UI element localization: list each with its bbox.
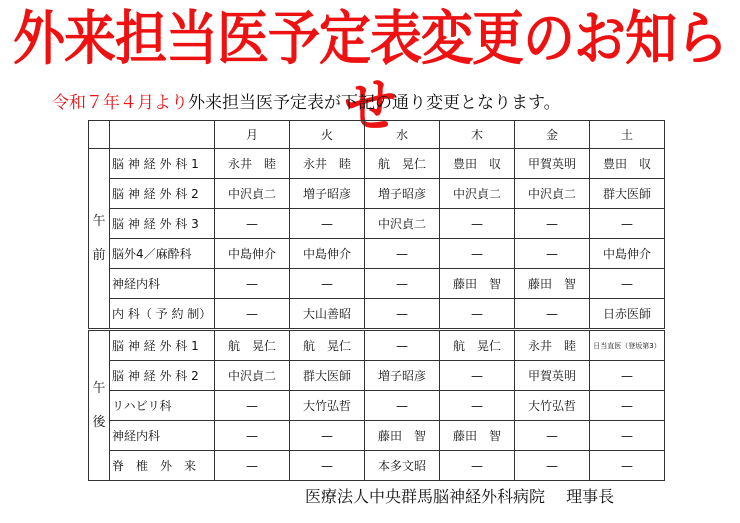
doctor-cell: — (215, 391, 290, 421)
doctor-cell: 増子昭彦 (290, 179, 365, 209)
doctor-cell: — (515, 239, 590, 269)
doctor-cell: — (365, 391, 440, 421)
doctor-cell: — (290, 421, 365, 451)
doctor-cell: — (290, 209, 365, 239)
doctor-cell: 永井 睦 (290, 149, 365, 179)
doctor-cell: 増子昭彦 (365, 361, 440, 391)
doctor-cell: 日当直医（登坂第3） (590, 330, 665, 361)
doctor-cell: — (215, 269, 290, 299)
doctor-cell: 中沢貞二 (440, 179, 515, 209)
doctor-cell: 中沢貞二 (215, 361, 290, 391)
doctor-cell: 甲賀英明 (515, 149, 590, 179)
doctor-cell: 藤田 智 (440, 421, 515, 451)
doctor-cell: — (440, 451, 515, 481)
doctor-cell: — (365, 299, 440, 330)
doctor-cell: 大山善昭 (290, 299, 365, 330)
doctor-cell: 中島伸介 (215, 239, 290, 269)
doctor-cell: — (440, 299, 515, 330)
doctor-cell: — (290, 269, 365, 299)
morning-label (89, 149, 110, 330)
change-notice (52, 92, 561, 114)
afternoon-label (89, 330, 110, 481)
day-header: 土 (590, 121, 665, 149)
doctor-cell: — (215, 451, 290, 481)
doctor-cell: — (590, 391, 665, 421)
doctor-cell: 航 晃仁 (365, 149, 440, 179)
doctor-cell: 甲賀英明 (515, 361, 590, 391)
doctor-cell: 増子昭彦 (365, 179, 440, 209)
afternoon-row (89, 391, 665, 421)
afternoon-label-char: 午 (92, 380, 106, 396)
doctor-cell: 藤田 智 (440, 269, 515, 299)
department-name: 脳外4／麻酔科 (110, 239, 215, 269)
day-header: 月 (215, 121, 290, 149)
doctor-cell: — (215, 421, 290, 451)
doctor-cell: — (590, 209, 665, 239)
afternoon-row (89, 330, 665, 361)
doctor-cell: 藤田 智 (365, 421, 440, 451)
doctor-cell: — (215, 209, 290, 239)
doctor-cell: 中沢貞二 (515, 179, 590, 209)
doctor-cell: 航 晃仁 (290, 330, 365, 361)
morning-row (89, 239, 665, 269)
doctor-cell: 中沢貞二 (365, 209, 440, 239)
morning-row (89, 179, 665, 209)
effective-date: 令和７年４月より (52, 93, 188, 113)
department-name: 脳 神 経 外 科 1 (110, 330, 215, 361)
day-header: 金 (515, 121, 590, 149)
morning-label-char: 午 (92, 213, 106, 229)
doctor-cell: 永井 睦 (515, 330, 590, 361)
doctor-cell: 航 晃仁 (215, 330, 290, 361)
doctor-cell: 本多文昭 (365, 451, 440, 481)
doctor-cell: — (440, 209, 515, 239)
afternoon-label-char: 後 (92, 414, 106, 430)
day-header: 水 (365, 121, 440, 149)
doctor-cell: 航 晃仁 (440, 330, 515, 361)
doctor-cell: 永井 睦 (215, 149, 290, 179)
department-name: 脊 椎 外 来 (110, 451, 215, 481)
doctor-cell: 大竹弘哲 (515, 391, 590, 421)
doctor-cell: — (590, 269, 665, 299)
doctor-cell: — (365, 239, 440, 269)
doctor-cell: — (440, 361, 515, 391)
header-corner (89, 121, 110, 149)
footer-signature: 医療法人中央群馬脳神経外科病院 理事長 (305, 487, 615, 506)
department-name: 脳 神 経 外 科 1 (110, 149, 215, 179)
header-row (89, 121, 665, 149)
afternoon-row (89, 451, 665, 481)
doctor-cell: — (215, 299, 290, 330)
doctor-cell: — (590, 361, 665, 391)
day-header: 火 (290, 121, 365, 149)
doctor-cell: — (590, 451, 665, 481)
doctor-cell: 大竹弘哲 (290, 391, 365, 421)
morning-row (89, 209, 665, 239)
doctor-cell: 豊田 収 (590, 149, 665, 179)
doctor-cell: 日赤医師 (590, 299, 665, 330)
morning-row (89, 299, 665, 330)
doctor-cell: 中島伸介 (290, 239, 365, 269)
doctor-cell: — (515, 421, 590, 451)
doctor-cell: 群大医師 (590, 179, 665, 209)
doctor-cell: 藤田 智 (515, 269, 590, 299)
department-name: 脳 神 経 外 科 2 (110, 179, 215, 209)
doctor-cell: — (515, 299, 590, 330)
doctor-cell: 中沢貞二 (215, 179, 290, 209)
doctor-cell: — (365, 269, 440, 299)
doctor-cell: 豊田 収 (440, 149, 515, 179)
doctor-cell: 群大医師 (290, 361, 365, 391)
doctor-cell: — (440, 239, 515, 269)
morning-row (89, 269, 665, 299)
afternoon-row (89, 361, 665, 391)
doctor-cell: — (590, 421, 665, 451)
header-dept (110, 121, 215, 149)
doctor-cell: — (515, 209, 590, 239)
department-name: リハビリ科 (110, 391, 215, 421)
doctor-cell: — (290, 451, 365, 481)
afternoon-row (89, 421, 665, 451)
day-header: 木 (440, 121, 515, 149)
doctor-cell: — (515, 451, 590, 481)
doctor-cell: — (440, 391, 515, 421)
page-title: 外来担当医予定表変更のお知らせ (12, 6, 727, 141)
department-name: 神経内科 (110, 421, 215, 451)
doctor-cell: — (365, 330, 440, 361)
department-name: 内 科（ 予 約 制） (110, 299, 215, 330)
department-name: 神経内科 (110, 269, 215, 299)
doctor-cell: 中島伸介 (590, 239, 665, 269)
schedule-table (88, 120, 665, 481)
notice-text: 外来担当医予定表が下記の通り変更となります。 (188, 93, 561, 113)
morning-label-char: 前 (92, 247, 106, 263)
morning-row (89, 149, 665, 179)
department-name: 脳 神 経 外 科 3 (110, 209, 215, 239)
department-name: 脳 神 経 外 科 2 (110, 361, 215, 391)
